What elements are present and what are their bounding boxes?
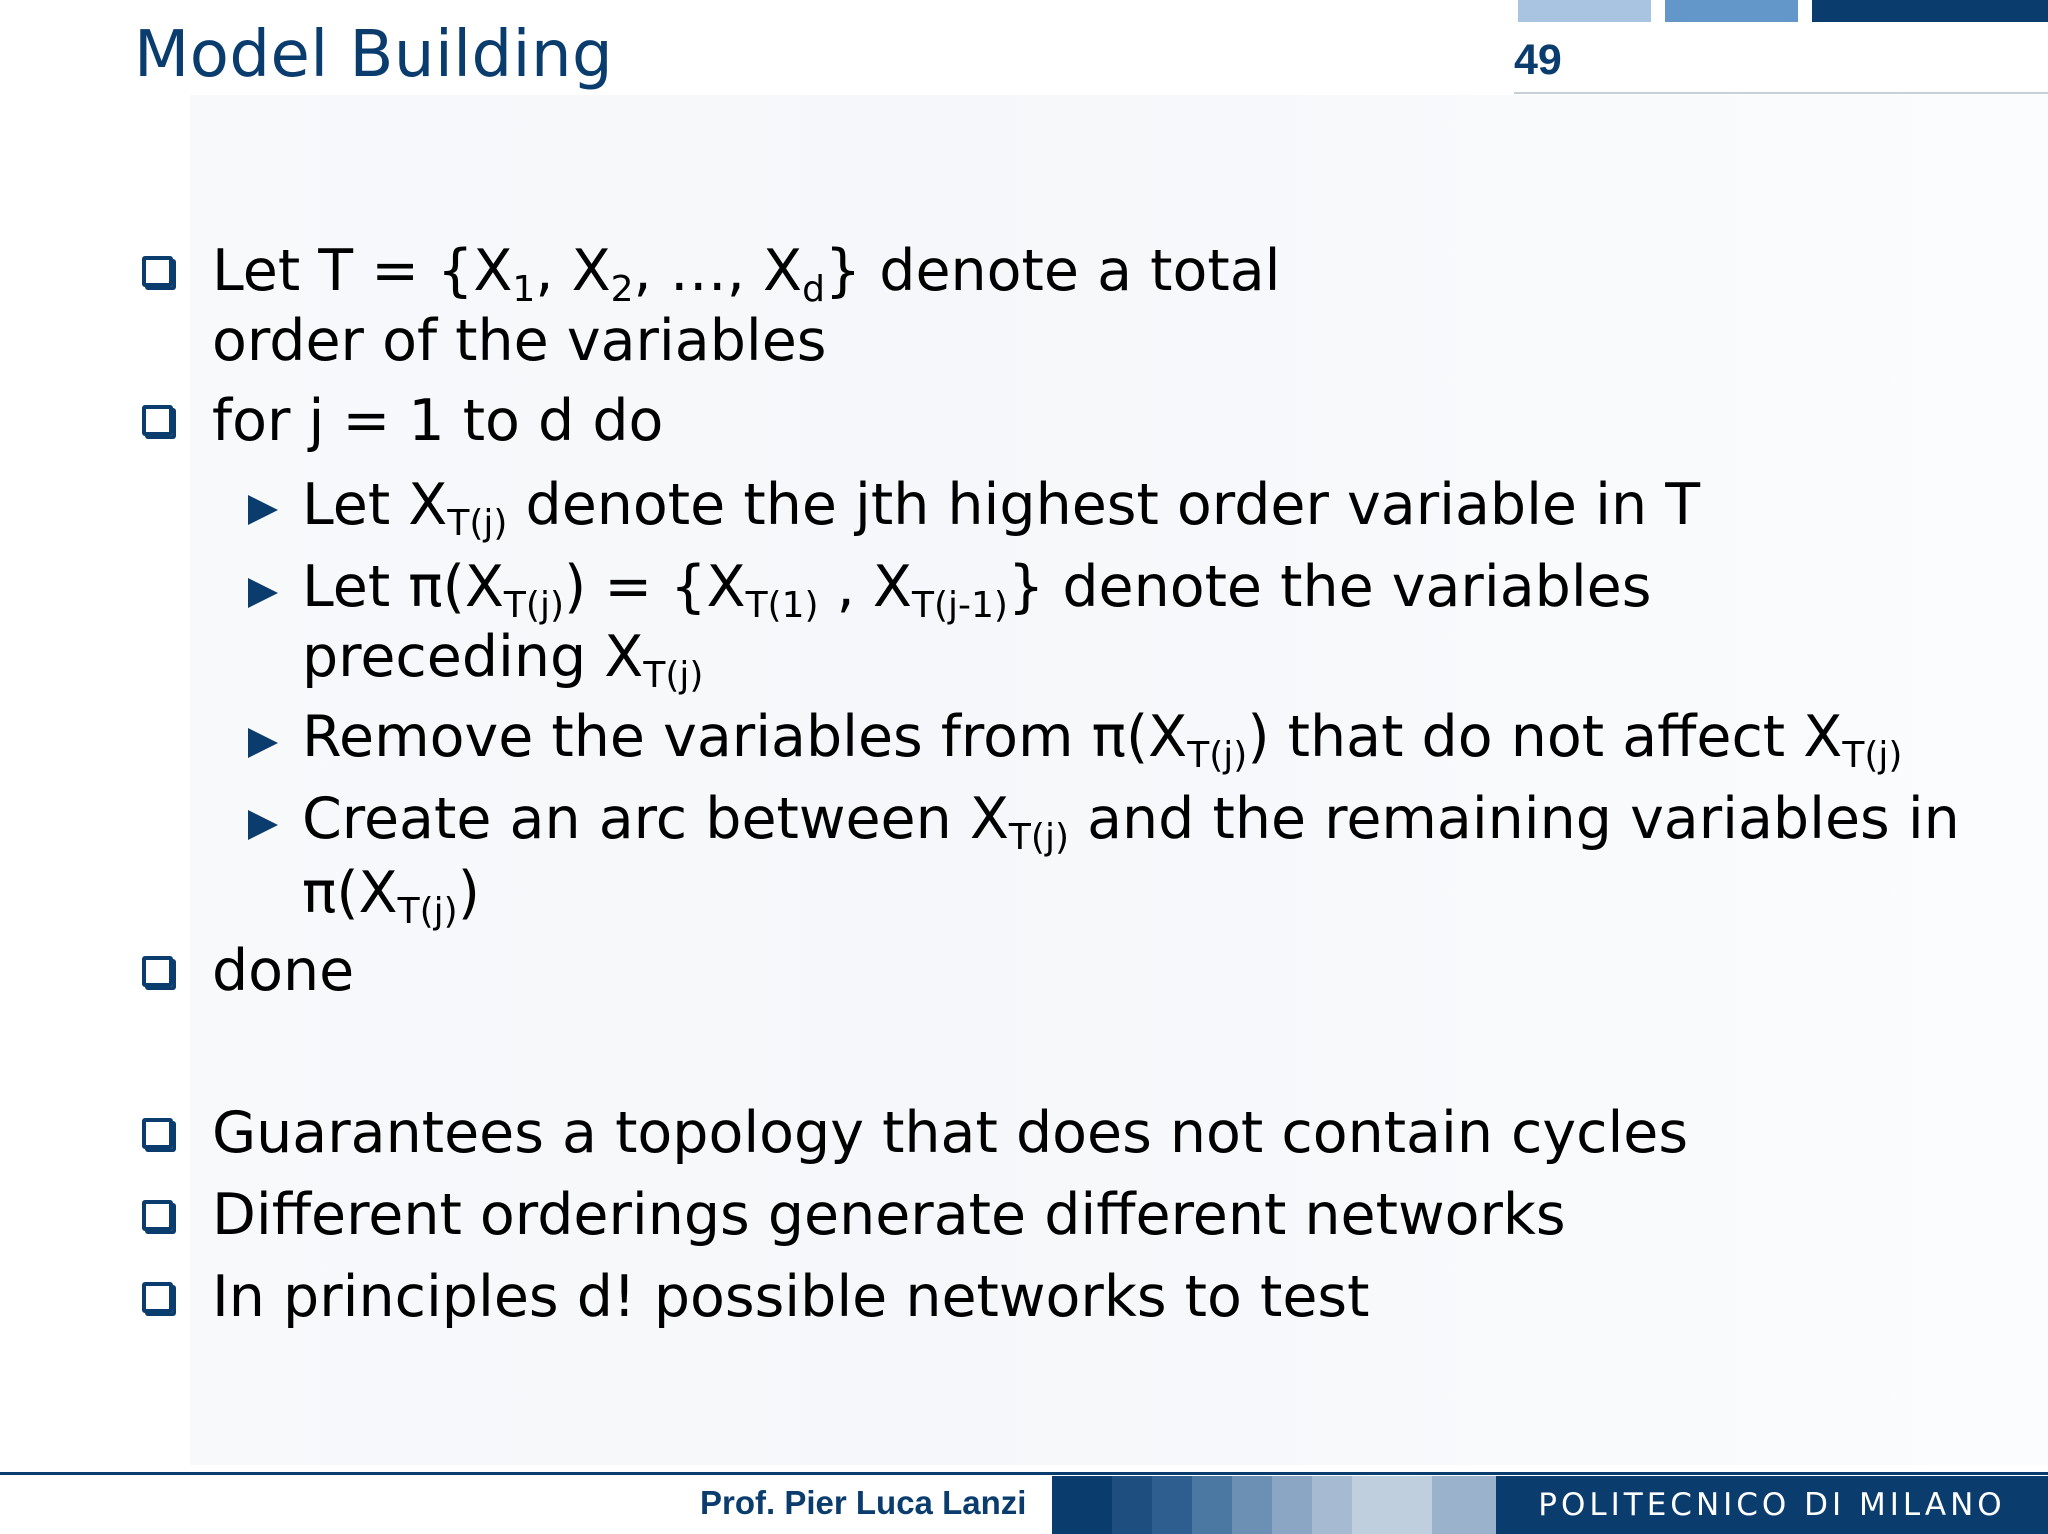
square-bullet-icon [142, 1282, 173, 1313]
sub-bullet-preceding: Let $\pi(X_{T(j)}) = \{X_{T(1)}$ , $X_{T(j-1)}$} denote the variables [302, 554, 1652, 626]
bullet-total-order: Let $T = \{X_1$, $X_2$, …, $X_d$} denote a total [212, 238, 1281, 310]
bullet-orderings: Different orderings generate different networks [212, 1182, 1566, 1248]
footer-gradient-block [1232, 1476, 1272, 1534]
bullet-d-factorial: In principles d! possible networks to test [212, 1264, 1370, 1330]
square-bullet-icon [142, 1200, 173, 1231]
sub-bullet-jth-variable: Let $X_{T(j)}$ denote the jth highest order variable in T [302, 472, 1701, 544]
header-accent-dark [1812, 0, 2048, 22]
page-number: 49 [1514, 36, 1562, 84]
header-accent-light [1518, 0, 1651, 22]
triangle-bullet-icon [248, 495, 278, 525]
footer-gradient-block [1272, 1476, 1312, 1534]
footer-rule [0, 1472, 2048, 1475]
sub-bullet-remove: Remove the variables from $\pi(X_{T(j)})$ that do not affect $X_{T(j)}$ [302, 704, 1903, 776]
sub-bullet-create-arc-cont: $\pi(X_{T(j)})$ [302, 860, 480, 932]
footer-gradient-block [1432, 1476, 1498, 1534]
footer-institution: POLITECNICO DI MILANO [1496, 1476, 2048, 1534]
footer-gradient-block [1352, 1476, 1432, 1534]
bullet-total-order-cont: order of the variables [212, 308, 827, 374]
square-bullet-icon [142, 405, 173, 436]
square-bullet-icon [142, 956, 173, 987]
footer-author: Prof. Pier Luca Lanzi [700, 1484, 1027, 1521]
header-rule [1514, 92, 2048, 94]
bullet-no-cycles: Guarantees a topology that does not contain cycles [212, 1100, 1689, 1166]
triangle-bullet-icon [248, 810, 278, 840]
slide-title: Model Building [134, 18, 614, 92]
square-bullet-icon [142, 256, 173, 287]
footer-gradient-block [1312, 1476, 1352, 1534]
bullet-for-loop: for j = 1 to d do [212, 388, 664, 454]
sub-bullet-preceding-cont: preceding $X_{T(j)}$ [302, 624, 704, 696]
footer-gradient-block [1152, 1476, 1192, 1534]
square-bullet-icon [142, 1118, 173, 1149]
footer-gradient-block [1112, 1476, 1152, 1534]
triangle-bullet-icon [248, 728, 278, 758]
sub-bullet-create-arc: Create an arc between $X_{T(j)}$ and the remaining variables in [302, 786, 1960, 858]
triangle-bullet-icon [248, 578, 278, 608]
footer-gradient-block [1052, 1476, 1112, 1534]
footer-gradient-block [1192, 1476, 1232, 1534]
bullet-done: done [212, 938, 355, 1004]
header-accent-mid [1665, 0, 1798, 22]
